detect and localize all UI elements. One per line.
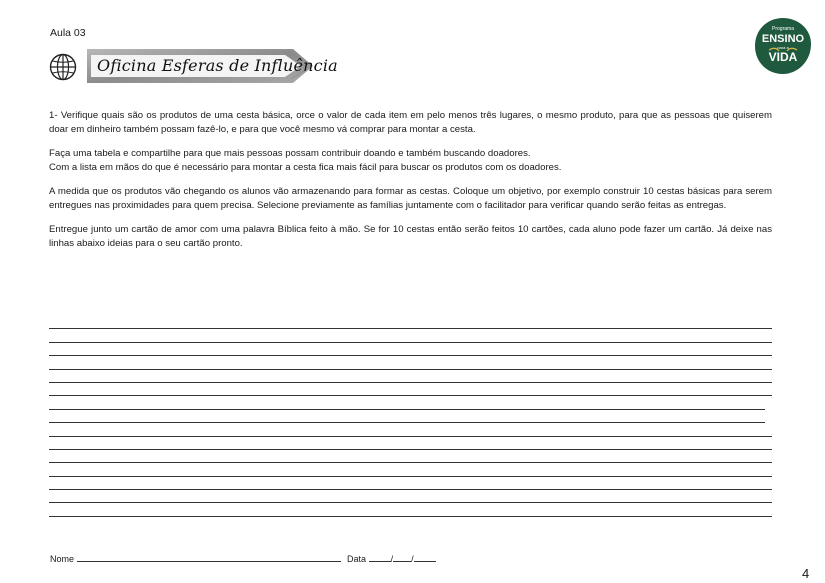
name-field[interactable]	[77, 552, 341, 562]
writing-line	[49, 490, 772, 503]
writing-line	[49, 410, 765, 423]
writing-line	[49, 370, 772, 383]
writing-line	[49, 450, 772, 463]
name-label: Nome	[50, 554, 75, 564]
ensino-para-a-vida-logo	[753, 16, 813, 76]
date-separator: /	[411, 554, 414, 564]
writing-lines	[49, 316, 772, 517]
date-day-field[interactable]	[369, 552, 391, 562]
page-title: Oficina Esferas de Influência	[97, 56, 338, 75]
logo-text-small: Programa	[772, 26, 794, 32]
writing-line	[49, 343, 772, 356]
date-year-field[interactable]	[414, 552, 436, 562]
writing-line	[49, 423, 772, 436]
paragraph-5: Entregue junto um cartão de amor com uma palavra Bíblica feito à mão. Se for 10 cestas então serão feitos 10 cartões, cada aluno pode fazer um cartão. Já deixe nas linhas abaixo ideias para o seu cartão pronto.	[49, 224, 772, 249]
page-number: 4	[802, 566, 810, 581]
date-label: Data	[347, 554, 367, 564]
footer	[50, 552, 436, 564]
logo-text-ensino: ENSINO	[761, 33, 805, 45]
writing-line	[49, 356, 772, 369]
paragraph-2: Faça uma tabela e compartilhe para que mais pessoas possam contribuir doando e também buscando doadores.	[49, 148, 531, 159]
date-month-field[interactable]	[390, 552, 411, 564]
globe-icon	[49, 53, 77, 81]
paragraph-3: Com a lista em mãos do que é necessário para montar a cesta fica mais fácil para buscar os produtos com os doadores.	[49, 162, 562, 173]
writing-line	[49, 316, 772, 329]
paragraph-4: A medida que os produtos vão chegando os alunos vão armazenando para formar as cestas. Coloque um objetivo, por exemplo construir 10 cestas básicas para serem entregues nas proximidades para quem precisa. Selecione previamente as famílias juntamente com o facilitador para verificar quando serão feitas as entregas.	[49, 186, 772, 211]
lesson-label: Aula 03	[50, 27, 86, 39]
writing-line	[49, 437, 772, 450]
logo-text-para: para a	[777, 45, 789, 50]
writing-line	[49, 383, 772, 396]
instructions	[49, 109, 772, 251]
writing-line	[49, 329, 772, 342]
logo-text-vida: VIDA	[768, 50, 798, 64]
paragraph-1: 1- Verifique quais são os produtos de uma cesta básica, orce o valor de cada item em pelo menos três lugares, o mesmo produto, para que as pessoas que quiserem doar em dinheiro também possam fazê-lo, e para que você mesmo vá comprar para montar a cesta.	[49, 110, 772, 135]
writing-line	[49, 396, 765, 409]
date-separator: /	[390, 554, 394, 564]
writing-line	[49, 477, 772, 490]
writing-line	[49, 463, 772, 476]
writing-line	[49, 503, 772, 516]
